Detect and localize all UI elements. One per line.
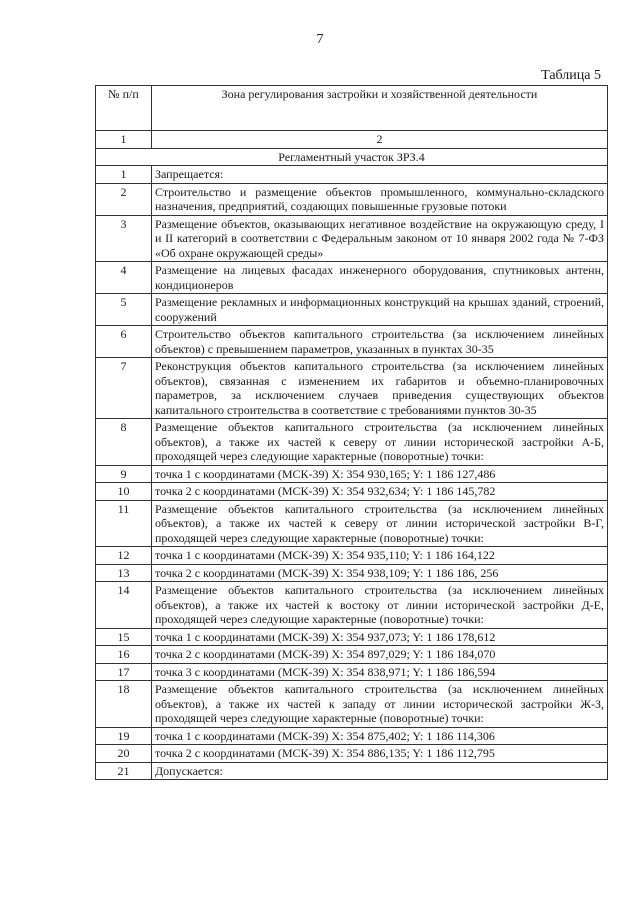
row-text: Строительство и размещение объектов промышленного, коммунально-складского назначения, предприятий, создающих повышенные грузовые потоки [152, 183, 608, 215]
row-number: 11 [96, 500, 152, 547]
row-number: 13 [96, 564, 152, 582]
row-text: точка 2 с координатами (МСК-39) X: 354 938,109; Y: 1 186 186, 256 [152, 564, 608, 582]
row-number: 15 [96, 628, 152, 646]
row-number: 21 [96, 762, 152, 780]
table-row [96, 465, 608, 483]
row-text: точка 2 с координатами (МСК-39) X: 354 932,634; Y: 1 186 145,782 [152, 483, 608, 501]
column-number-1: 1 [96, 131, 152, 149]
row-number: 18 [96, 681, 152, 728]
row-text: точка 2 с координатами (МСК-39) X: 354 886,135; Y: 1 186 112,795 [152, 745, 608, 763]
row-text: Допускается: [152, 762, 608, 780]
row-number: 16 [96, 646, 152, 664]
row-number: 14 [96, 582, 152, 629]
table-row [96, 663, 608, 681]
section-title: Регламентный участок ЗРЗ.4 [96, 148, 608, 166]
row-text: Размещение рекламных и информационных конструкций на крышах зданий, строений, сооружений [152, 294, 608, 326]
row-text: Размещение объектов капитального строительства (за исключением линейных объектов), а также их частей к западу от линии исторической застройки Ж-З, проходящей через следующие характерные (поворотные) точки: [152, 681, 608, 728]
row-number: 12 [96, 547, 152, 565]
table-row [96, 681, 608, 728]
table-row [96, 646, 608, 664]
row-number: 8 [96, 419, 152, 466]
row-number: 5 [96, 294, 152, 326]
row-text: Размещение объектов капитального строительства (за исключением линейных объектов), а также их частей к востоку от линии исторической застройки Д-Е, проходящей через следующие характерные (поворотные) точки: [152, 582, 608, 629]
row-text: точка 1 с координатами (МСК-39) X: 354 875,402; Y: 1 186 114,306 [152, 727, 608, 745]
row-text: точка 1 с координатами (МСК-39) X: 354 935,110; Y: 1 186 164,122 [152, 547, 608, 565]
table-row [96, 745, 608, 763]
row-text: Запрещается: [152, 166, 608, 184]
row-number: 2 [96, 183, 152, 215]
section-title-row [96, 148, 608, 166]
table-header-row [96, 86, 608, 131]
header-zone: Зона регулирования застройки и хозяйственной деятельности [152, 86, 608, 131]
table-row [96, 727, 608, 745]
table-row [96, 483, 608, 501]
table-row [96, 183, 608, 215]
row-text: Размещение объектов капитального строительства (за исключением линейных объектов), а также их частей к северу от линии исторической застройки А-Б, проходящей через следующие характерные (поворотные) точки: [152, 419, 608, 466]
header-number: № п/п [96, 86, 152, 131]
table-row [96, 215, 608, 262]
table-row [96, 358, 608, 419]
row-number: 20 [96, 745, 152, 763]
row-number: 6 [96, 326, 152, 358]
table-row [96, 262, 608, 294]
row-number: 7 [96, 358, 152, 419]
row-text: Реконструкция объектов капитального строительства (за исключением линейных объектов), связанная с изменением их габаритов и объемно-планировочных параметров, за исключением случаев приведения существующих объектов капитального строительства в соответствие с требованиями пунктов 30-35 [152, 358, 608, 419]
regulation-table [95, 85, 608, 780]
row-text: точка 3 с координатами (МСК-39) X: 354 838,971; Y: 1 186 186,594 [152, 663, 608, 681]
row-text: точка 2 с координатами (МСК-39) X: 354 897,029; Y: 1 186 184,070 [152, 646, 608, 664]
row-number: 4 [96, 262, 152, 294]
table-row [96, 166, 608, 184]
table-row [96, 582, 608, 629]
table-row [96, 547, 608, 565]
table-row [96, 762, 608, 780]
row-text: Строительство объектов капитального строительства (за исключением линейных объектов) с превышением параметров, указанных в пунктах 30-35 [152, 326, 608, 358]
row-number: 1 [96, 166, 152, 184]
row-number: 19 [96, 727, 152, 745]
row-number: 9 [96, 465, 152, 483]
table-row [96, 628, 608, 646]
table-row [96, 564, 608, 582]
row-number: 10 [96, 483, 152, 501]
table-row [96, 419, 608, 466]
column-number-row [96, 131, 608, 149]
column-number-2: 2 [152, 131, 608, 149]
row-number: 3 [96, 215, 152, 262]
row-text: Размещение объектов капитального строительства (за исключением линейных объектов), а также их частей к северу от линии исторической застройки В-Г, проходящей через следующие характерные (поворотные) точки: [152, 500, 608, 547]
table-row [96, 326, 608, 358]
row-text: точка 1 с координатами (МСК-39) X: 354 937,073; Y: 1 186 178,612 [152, 628, 608, 646]
row-text: Размещение на лицевых фасадах инженерного оборудования, спутниковых антенн, кондиционеров [152, 262, 608, 294]
row-text: точка 1 с координатами (МСК-39) X: 354 930,165; Y: 1 186 127,486 [152, 465, 608, 483]
table-caption: Таблица 5 [541, 68, 601, 83]
page-number: 7 [316, 32, 324, 47]
row-number: 17 [96, 663, 152, 681]
table-row [96, 294, 608, 326]
table-row [96, 500, 608, 547]
row-text: Размещение объектов, оказывающих негативное воздействие на окружающую среду, I и II категорий в соответствии с Федеральным законом от 10 января 2002 года № 7-ФЗ «Об охране окружающей среды» [152, 215, 608, 262]
